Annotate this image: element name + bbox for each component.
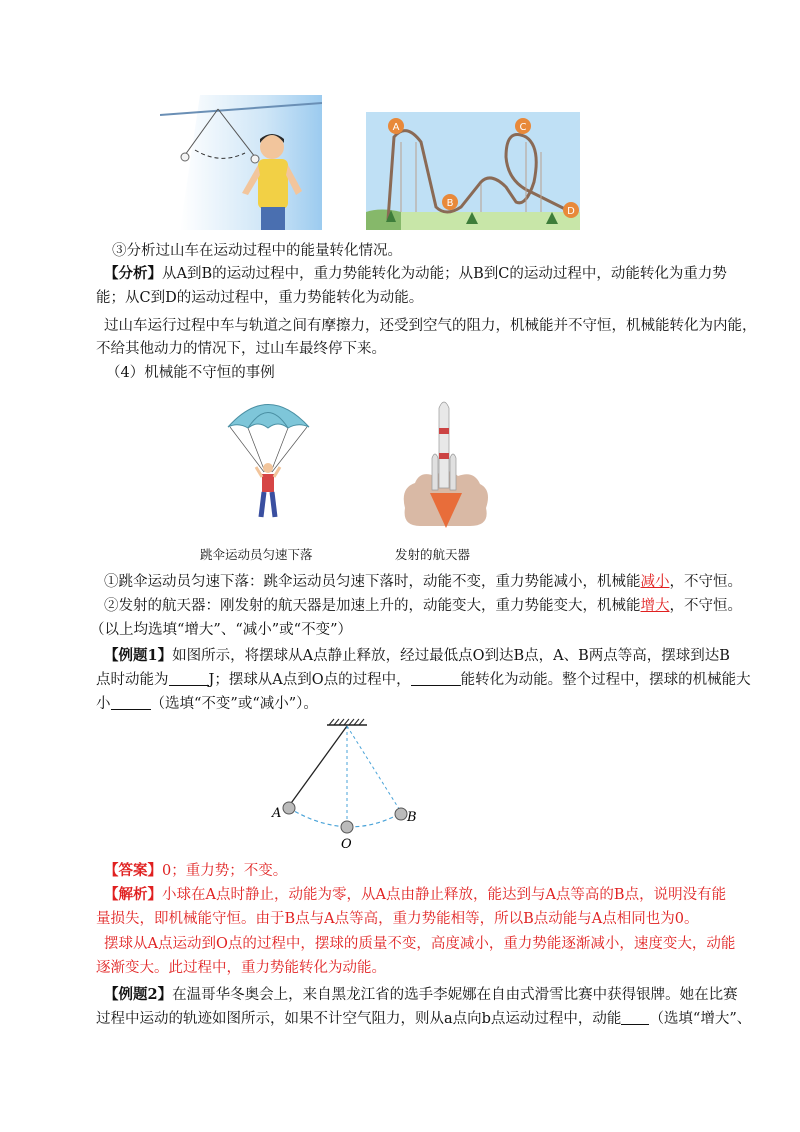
example-1-line-3	[96, 693, 716, 715]
pendulum-svg	[265, 715, 425, 855]
boy-pendulum-illustration	[160, 95, 322, 230]
coaster-label-c: C	[519, 122, 527, 133]
pendulum-label-a: A	[272, 806, 282, 821]
item-2-answer: 增大	[640, 598, 670, 614]
explanation-line-3: 摆球从A点运动到O点的过程中，摆球的质量不变，高度减小，重力势能逐渐减小，速度变大，动能	[104, 936, 736, 952]
analysis-line-2: 能；从C到D的运动过程中，重力势能转化为动能。	[96, 290, 424, 306]
example-2-text-1: 在温哥华冬奥会上，来自黑龙江省的选手李妮娜在自由式滑雪比赛中获得银牌。她在比赛	[172, 987, 738, 1003]
item-1-line	[104, 571, 742, 593]
example-1-text-3a: 小	[96, 696, 111, 712]
example-1-text-1: 如图所示，将摆球从A点静止释放，经过最低点O到达B点，A、B两点等高，摆球到达B	[172, 648, 730, 664]
item-2-line	[104, 595, 742, 617]
caption-rocket: 发射的航天器	[395, 547, 471, 562]
explanation-tag: 【解析】	[104, 886, 162, 903]
example-1-tag: 【例题1】	[104, 647, 173, 664]
explanation-line-4: 逐渐变大。此过程中，重力势能转化为动能。	[96, 960, 386, 976]
explanation-line-2: 量损失，即机械能守恒。由于B点与A点等高，重力势能相等，所以B点动能与A点相同也为0。	[96, 911, 699, 927]
example-1-blank-3[interactable]	[111, 695, 151, 710]
answer-tag: 【答案】	[104, 862, 162, 879]
example-2-line-2	[96, 1008, 752, 1030]
coaster-question-line: ③分析过山车在运动过程中的能量转化情况。	[112, 243, 402, 259]
example-1-text-2a: 点时动能为	[96, 672, 169, 688]
item-2-tail: ，不守恒。	[669, 598, 742, 614]
pendulum-diagram	[265, 715, 425, 855]
example-2-text-2a: 过程中运动的轨迹如图所示，如果不计空气阻力，则从a点向b点运动过程中，动能	[96, 1011, 622, 1027]
analysis-text-1: 从A到B的运动过程中，重力势能转化为动能；从B到C的运动过程中，动能转化为重力势	[162, 266, 727, 282]
answer-text: 0；重力势；不变。	[162, 863, 288, 879]
example-1-text-2c: 能转化为动能。整个过程中，摆球的机械能大	[460, 672, 751, 688]
roller-coaster-illustration	[366, 112, 580, 230]
parachute-image	[226, 392, 311, 532]
coaster-label-b: B	[446, 198, 454, 209]
pendulum-label-o: O	[341, 837, 352, 852]
item-1-text: ①跳伞运动员匀速下落：跳伞运动员匀速下落时，动能不变，重力势能减小，机械能	[104, 574, 641, 590]
example-1-line-2	[96, 669, 751, 691]
rocket-illustration	[400, 398, 492, 530]
boy-pendulum-image	[160, 95, 322, 230]
example-2-tag: 【例题2】	[104, 986, 173, 1003]
analysis-line-1	[104, 263, 727, 285]
answer-line	[104, 860, 724, 882]
example-1-blank-2[interactable]	[411, 671, 461, 686]
analysis-tag: 【分析】	[104, 265, 162, 282]
coaster-label-d: D	[567, 206, 575, 217]
roller-coaster-image	[366, 112, 580, 230]
explanation-text-1: 小球在A点时静止，动能为零，从A点由静止释放，能达到与A点等高的B点，说明没有能	[162, 887, 727, 903]
coaster-paragraph-line-2: 不给其他动力的情况下，过山车最终停下来。	[96, 341, 386, 357]
example-1-line-1	[104, 645, 730, 667]
item-1-answer: 减小	[640, 574, 670, 590]
section-4-heading: （4）机械能不守恒的事例	[106, 365, 275, 381]
rocket-image	[400, 398, 492, 530]
item-2-text: ②发射的航天器：刚发射的航天器是加速上升的，动能变大，重力势能变大，机械能	[104, 598, 641, 614]
example-2-blank-1[interactable]	[621, 1010, 649, 1025]
item-1-tail: ，不守恒。	[669, 574, 742, 590]
example-2-line-1	[104, 984, 738, 1006]
example-1-blank-1[interactable]	[169, 671, 209, 686]
example-1-text-3b: （选填“不变”或“减小”）。	[150, 696, 318, 712]
example-1-text-2b: J；摆球从A点到O点的过程中，	[208, 672, 411, 688]
caption-parachute: 跳伞运动员匀速下落	[200, 547, 313, 562]
parachute-illustration	[226, 392, 311, 532]
explanation-line-1	[104, 884, 727, 906]
pendulum-label-b: B	[407, 810, 417, 825]
example-2-text-2b: （选填“增大”、	[649, 1011, 752, 1027]
fill-note: （以上均选填“增大”、“减小”或“不变”）	[90, 622, 352, 638]
coaster-label-a: A	[392, 122, 400, 133]
coaster-paragraph-line-1: 过山车运行过程中车与轨道之间有摩擦力，还受到空气的阻力，机械能并不守恒，机械能转化为内能，	[104, 318, 757, 334]
